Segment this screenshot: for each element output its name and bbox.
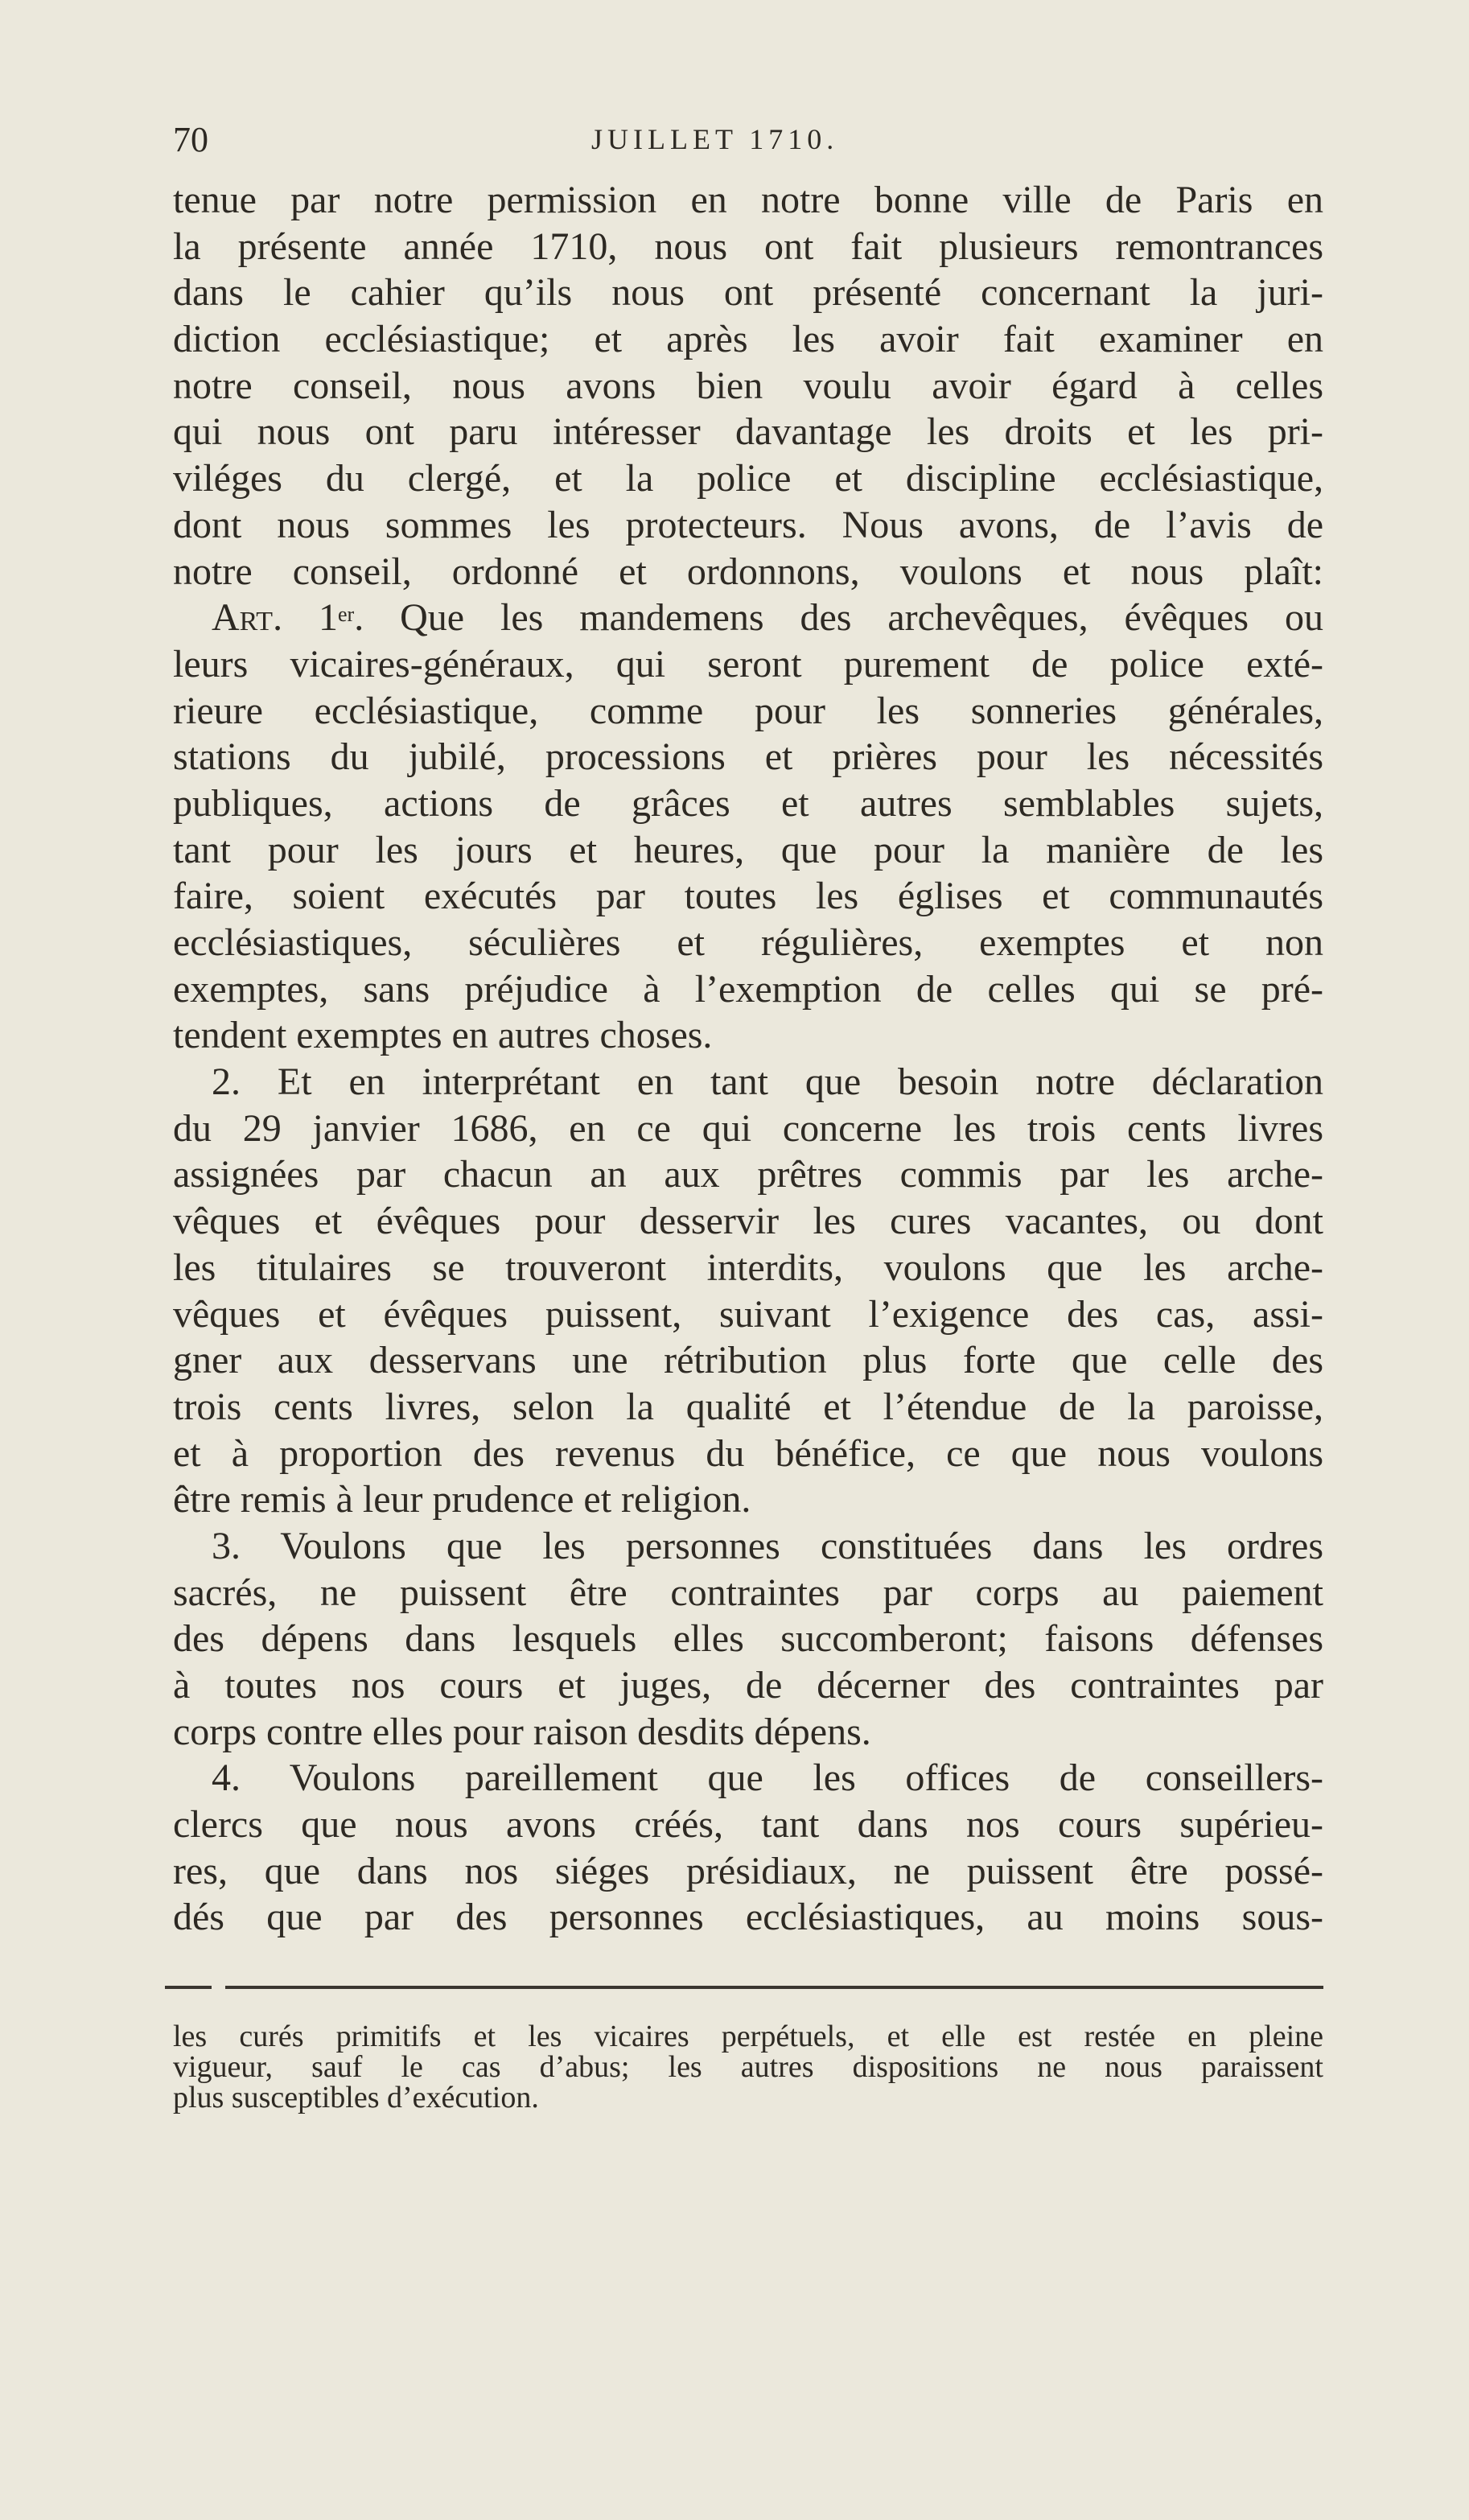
page-number: 70: [173, 120, 208, 159]
line-text: . Que les mandemens des archevêques, évêques ou: [354, 596, 1324, 640]
text-line: leurs vicaires-généraux, qui seront purement de police exté-: [173, 642, 1323, 686]
text-line: notre conseil, nous avons bien voulu avoir égard à celles: [173, 364, 1323, 407]
text-line: du 29 janvier 1686, en ce qui concerne les trois cents livres: [173, 1106, 1323, 1150]
text-line: diction ecclésiastique; et après les avoir fait examiner en: [173, 318, 1323, 361]
text-line: faire, soient exécutés par toutes les églises et communautés: [173, 875, 1323, 918]
running-header: [173, 119, 1323, 167]
main-text: [173, 177, 1323, 1941]
article-label: Art.: [212, 596, 283, 640]
text-line: res, que dans nos siéges présidiaux, ne puissent être possé-: [173, 1849, 1323, 1892]
text-line: et à proportion des revenus du bénéfice, ce que nous voulons: [173, 1431, 1323, 1475]
text-line: 4. Voulons pareillement que les offices de conseillers-: [212, 1756, 1323, 1800]
text-line: être remis à leur prudence et religion.: [173, 1478, 751, 1521]
footnote-line: les curés primitifs et les vicaires perpétuels, et elle est restée en pleine: [173, 2020, 1323, 2053]
text-line: gner aux desservans une rétribution plus forte que celle des: [173, 1339, 1323, 1382]
text-line: tant pour les jours et heures, que pour la manière de les: [173, 828, 1323, 871]
text-line: tendent exemptes en autres choses.: [173, 1014, 713, 1057]
text-line: publiques, actions de grâces et autres semblables sujets,: [173, 781, 1323, 825]
text-line: sacrés, ne puissent être contraintes par corps au paiement: [173, 1571, 1323, 1614]
article-number-suffix: er: [338, 603, 355, 627]
footnote: [173, 2021, 1323, 2113]
footnote-line: vigueur, sauf le cas d’abus; les autres dispositions ne nous paraissent: [173, 2050, 1323, 2084]
text-line: vêques et évêques puissent, suivant l’exigence des cas, assi-: [173, 1292, 1323, 1336]
text-line: corps contre elles pour raison desdits dépens.: [173, 1710, 871, 1753]
text-line: trois cents livres, selon la qualité et l’étendue de la paroisse,: [173, 1385, 1323, 1428]
text-line: assignées par chacun an aux prêtres commis par les arche-: [173, 1153, 1323, 1196]
text-line: [173, 595, 1323, 641]
paragraph: [173, 595, 1323, 1059]
text-line: dans le cahier qu’ils nous ont présenté concernant la juri-: [173, 271, 1323, 315]
text-line: dés que par des personnes ecclésiastiques, au moins sous-: [173, 1896, 1323, 1939]
footnote-rule-short: [165, 1986, 212, 1989]
text-line: des dépens dans lesquels elles succomberont; faisons défenses: [173, 1617, 1323, 1661]
paragraph: [173, 1523, 1323, 1755]
text-line: ecclésiastiques, séculières et régulières, exemptes et non: [173, 921, 1323, 964]
text-line: à toutes nos cours et juges, de décerner des contraintes par: [173, 1664, 1323, 1707]
paragraph: [173, 1755, 1323, 1941]
text-line: exemptes, sans préjudice à l’exemption de celles qui se pré-: [173, 967, 1323, 1011]
footnote-line: plus susceptibles d’exécution.: [173, 2081, 539, 2114]
text-line: 2. Et en interprétant en tant que besoin notre déclaration: [212, 1060, 1323, 1104]
text-line: 3. Voulons que les personnes constituées dans les ordres: [212, 1524, 1323, 1567]
text-line: qui nous ont paru intéresser davantage les droits et les pri-: [173, 410, 1323, 454]
text-line: les titulaires se trouveront interdits, voulons que les arche-: [173, 1246, 1323, 1289]
paragraph: [173, 177, 1323, 595]
text-line: clercs que nous avons créés, tant dans nos cours supérieu-: [173, 1803, 1323, 1847]
text-line: dont nous sommes les protecteurs. Nous avons, de l’avis de: [173, 503, 1323, 546]
text-line: viléges du clergé, et la police et discipline ecclésiastique,: [173, 457, 1323, 500]
text-line: tenue par notre permission en notre bonne ville de Paris en: [173, 179, 1323, 221]
article-number: 1: [319, 596, 339, 640]
running-title: JUILLET 1710.: [591, 123, 839, 155]
text-line: la présente année 1710, nous ont fait plusieurs remontrances: [173, 224, 1323, 268]
footnote-rule: [225, 1986, 1323, 1989]
text-line: stations du jubilé, processions et prières pour les nécessités: [173, 735, 1323, 779]
text-line: rieure ecclésiastique, comme pour les sonneries générales,: [173, 689, 1323, 732]
paragraph: [173, 1059, 1323, 1523]
text-line: notre conseil, ordonné et ordonnons, voulons et nous plaît:: [173, 550, 1323, 593]
text-line: vêques et évêques pour desservir les cures vacantes, ou dont: [173, 1200, 1323, 1243]
